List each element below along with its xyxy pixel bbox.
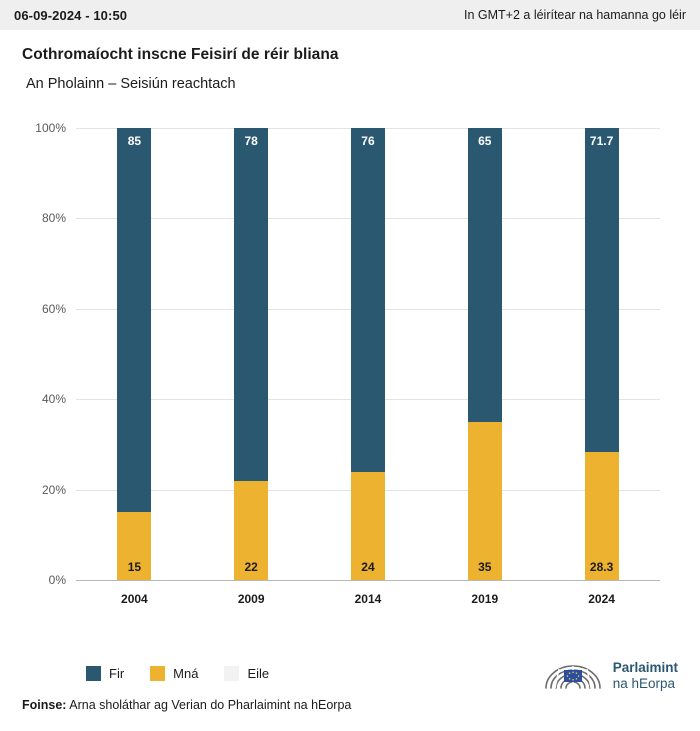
bar-group — [76, 128, 660, 580]
source-label: Foinse: — [22, 698, 67, 712]
bar-segment-women[interactable] — [117, 512, 151, 580]
bar-value-men: 76 — [361, 134, 375, 149]
x-axis-tick: 2004 — [121, 592, 148, 606]
bar-segment-men[interactable] — [585, 128, 619, 452]
timezone-note: In GMT+2 a léirítear na hamanna go léir — [464, 8, 686, 22]
legend-swatch-icon — [150, 666, 165, 681]
bar-value-men: 78 — [244, 134, 258, 149]
legend-swatch-icon — [86, 666, 101, 681]
x-axis-tick: 2019 — [471, 592, 499, 606]
y-axis-tick: 60% — [41, 301, 66, 316]
plot-wrapper — [0, 116, 700, 606]
legend-item[interactable] — [150, 666, 198, 681]
bar-value-men: 65 — [478, 134, 492, 149]
bar-segment-men[interactable] — [468, 128, 502, 422]
page-subtitle: An Pholainn – Seisiún reachtach — [26, 76, 236, 92]
legend-label: Eile — [247, 666, 270, 681]
timestamp: 06-09-2024 - 10:50 — [14, 7, 128, 23]
bar-value-women: 28.3 — [589, 560, 614, 574]
x-axis-labels — [76, 592, 660, 606]
page-title: Cothromaíocht inscne Feisirí de réir bliana — [22, 46, 339, 63]
legend-label: Fir — [109, 666, 125, 681]
legend-item[interactable] — [86, 666, 124, 681]
ep-logo-line1: Parlaimint — [612, 660, 678, 675]
bar-segment-men[interactable] — [234, 128, 268, 481]
bar-column[interactable] — [117, 128, 151, 580]
source-note — [22, 698, 351, 712]
bar-segment-women[interactable] — [468, 422, 502, 580]
bar-segment-men[interactable] — [117, 128, 151, 512]
bar-value-men: 71.7 — [589, 134, 614, 149]
x-axis-tick: 2024 — [588, 592, 615, 606]
legend-item[interactable] — [224, 666, 269, 681]
y-axis-tick: 100% — [35, 121, 66, 135]
y-axis-tick: 20% — [41, 482, 66, 497]
bar-segment-women[interactable] — [351, 472, 385, 580]
y-axis-tick: 0% — [48, 573, 66, 587]
x-axis-tick: 2009 — [237, 592, 265, 606]
gridline — [48, 573, 660, 587]
bar-segment-men[interactable] — [351, 128, 385, 472]
title-block — [0, 30, 700, 92]
y-axis-tick: 80% — [41, 211, 66, 226]
legend-swatch-icon — [224, 666, 239, 681]
ep-logo — [542, 660, 678, 691]
top-bar — [0, 0, 700, 30]
bar-value-women: 24 — [361, 560, 375, 574]
bar-column[interactable] — [351, 128, 385, 580]
ep-logo-text — [613, 660, 678, 691]
y-axis-tick: 40% — [41, 392, 66, 407]
legend-label: Mná — [173, 666, 199, 681]
bar-value-women: 35 — [478, 560, 492, 574]
plot-area — [35, 121, 660, 587]
bar-column[interactable] — [468, 128, 502, 580]
bar-column[interactable] — [234, 128, 268, 580]
bar-segment-women[interactable] — [585, 452, 619, 580]
bar-value-women: 22 — [244, 560, 258, 574]
bar-column[interactable] — [585, 128, 619, 580]
bar-segment-women[interactable] — [234, 481, 268, 580]
parliament-hemicycle-icon — [542, 661, 604, 691]
ep-logo-line2: na hEorpa — [612, 675, 676, 691]
bar-value-men: 85 — [127, 134, 142, 149]
chart-legend — [86, 666, 269, 681]
x-axis-tick: 2014 — [354, 592, 382, 606]
bar-value-women: 15 — [127, 560, 142, 574]
source-text: Arna sholáthar ag Verian do Pharlaimint na hEorpa — [69, 698, 352, 712]
